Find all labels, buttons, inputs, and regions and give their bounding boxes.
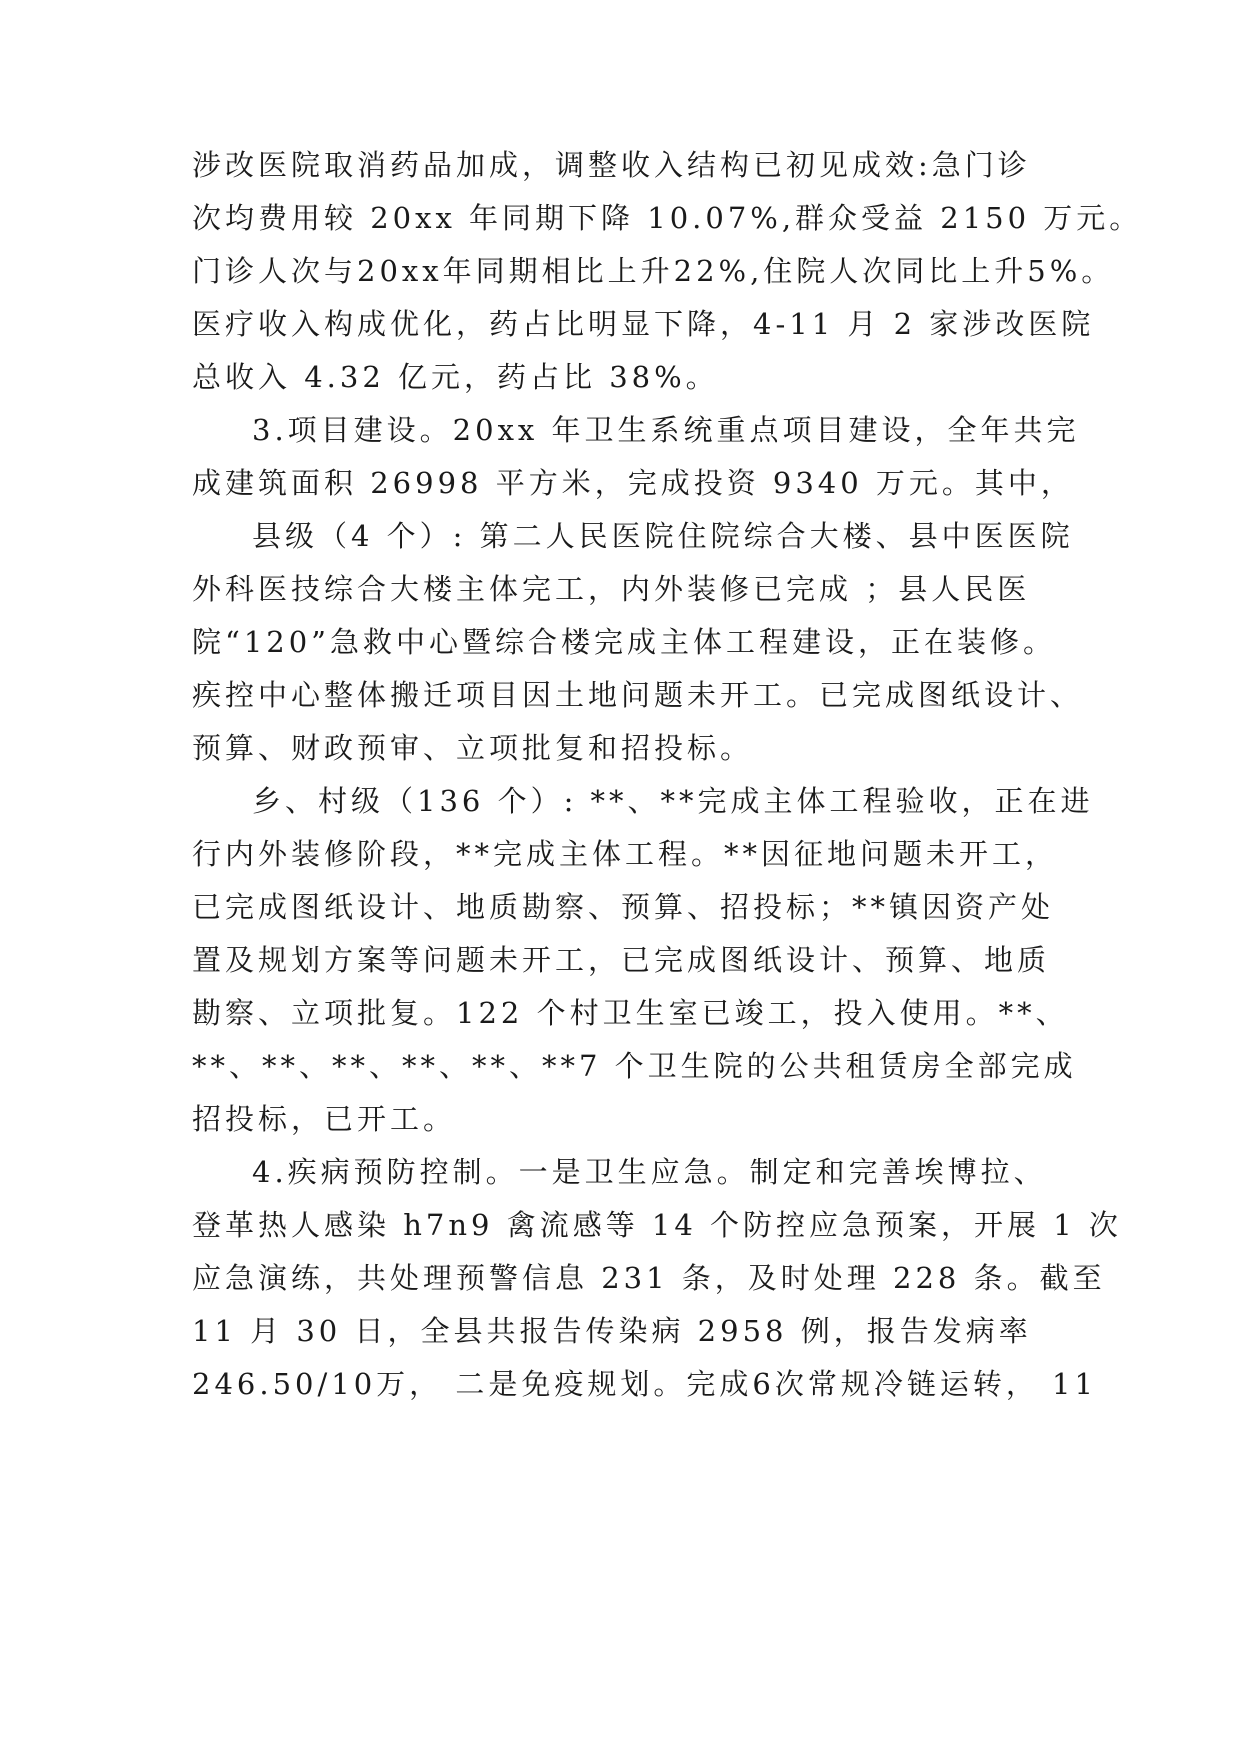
text-line: 登革热人感染 h7n9 禽流感等 14 个防控应急预案，开展 1 次 [192,1208,1122,1242]
text-line: 置及规划方案等问题未开工，已完成图纸设计、预算、地质 [192,943,1051,977]
text-line: 院“120”急救中心暨综合楼完成主体工程建设，正在装修。 [192,625,1057,659]
text-line: 外科医技综合大楼主体完工，内外装修已完成 ；县人民医 [192,572,1031,606]
text-line: 县级（4 个）: 第二人民医院住院综合大楼、县中医医院 [252,519,1074,553]
text-line: 已完成图纸设计、地质勘察、预算、招投标；**镇因资产处 [192,890,1055,924]
text-line: 11 月 30 日，全县共报告传染病 2958 例，报告发病率 [192,1314,1032,1348]
text-line: 总收入 4.32 亿元，药占比 38%。 [192,360,719,394]
text-line: 应急演练，共处理预警信息 231 条，及时处理 228 条。截至 [192,1261,1106,1295]
text-line: 招投标，已开工。 [192,1102,457,1136]
text-line: 246.50/10万， 二是免疫规划。完成6次常规冷链运转， 11 [192,1367,1097,1401]
section-heading-line: 3.项目建设。20xx 年卫生系统重点项目建设，全年共完 [252,413,1080,447]
section-heading-line: 4.疾病预防控制。一是卫生应急。制定和完善埃博拉、 [252,1155,1047,1189]
text-line: 医疗收入构成优化，药占比明显下降，4-11 月 2 家涉改医院 [192,307,1095,341]
text-line: 门诊人次与20xx年同期相比上升22%,住院人次同比上升5%。 [192,254,1115,288]
text-line: 涉改医院取消药品加成，调整收入结构已初见成效:急门诊 [192,148,1031,182]
text-line: 乡、村级（136 个）: **、**完成主体工程验收，正在进 [252,784,1094,818]
text-line: 次均费用较 20xx 年同期下降 10.07%,群众受益 2150 万元。 [192,201,1143,235]
text-line: 预算、财政预审、立项批复和招投标。 [192,731,754,765]
text-line: 行内外装修阶段，**完成主体工程。**因征地问题未开工， [192,837,1059,871]
text-line: **、**、**、**、**、**7 个卫生院的公共租赁房全部完成 [192,1049,1077,1083]
text-line: 成建筑面积 26998 平方米，完成投资 9340 万元。其中， [192,466,1074,500]
text-line: 疾控中心整体搬迁项目因土地问题未开工。已完成图纸设计、 [192,678,1084,712]
text-line: 勘察、立项批复。122 个村卫生室已竣工，投入使用。**、 [192,996,1069,1030]
